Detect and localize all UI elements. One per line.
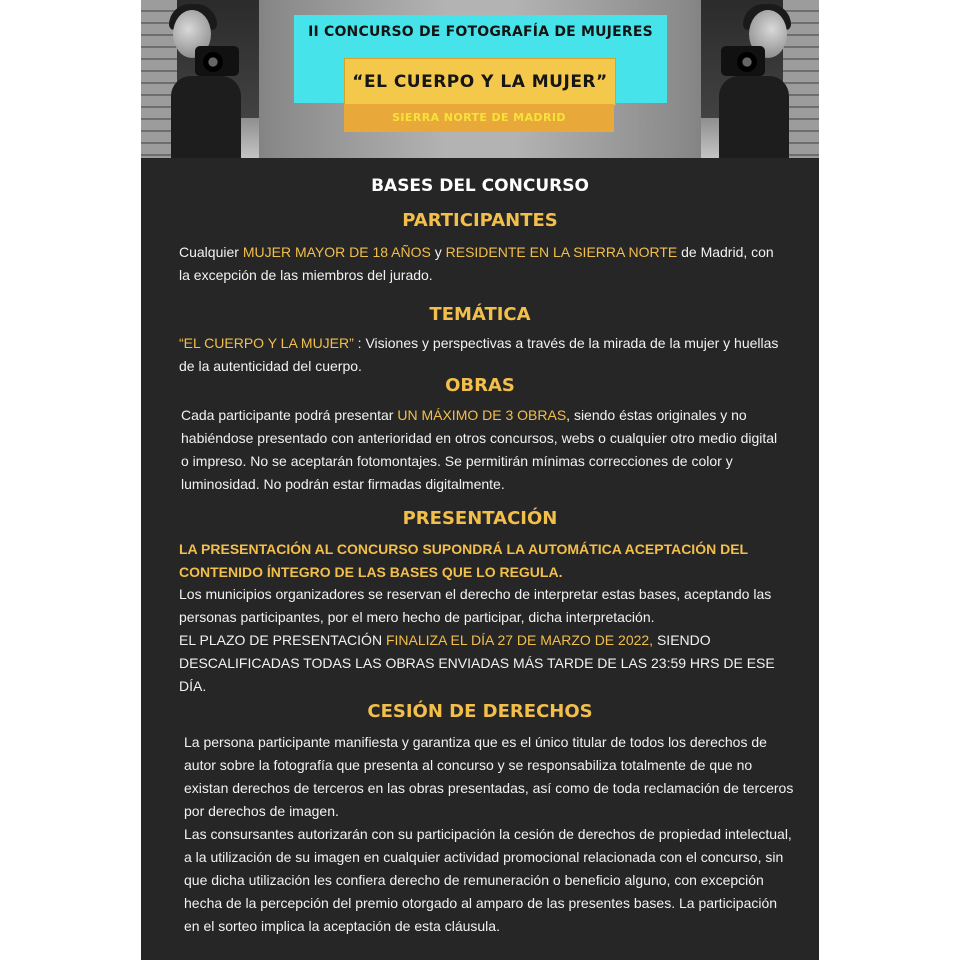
heading-presentacion: PRESENTACIÓN <box>402 508 558 529</box>
series-title: II CONCURSO DE FOTOGRAFÍA DE MUJERES <box>308 24 653 40</box>
heading-cesion: CESIÓN DE DERECHOS <box>367 701 593 722</box>
title-box <box>344 58 616 106</box>
main-heading: BASES DEL CONCURSO <box>371 176 589 196</box>
paragraph-participantes: Cualquier MUJER MAYOR DE 18 AÑOS y RESIDENTE EN LA SIERRA NORTE de Madrid, con la excepción de las miembros del jurado. <box>179 244 774 283</box>
photographer-photo-left <box>141 0 259 158</box>
poster <box>141 0 819 960</box>
heading-participantes: PARTICIPANTES <box>402 210 558 231</box>
heading-tematica: TEMÁTICA <box>429 304 531 325</box>
region-label: SIERRA NORTE DE MADRID <box>392 111 566 124</box>
photographer-photo-right <box>701 0 819 158</box>
paragraph-cesion-1: La persona participante manifiesta y garantiza que es el único titular de todos los derechos de autor sobre la fotografía que presenta al concurso y se responsabiliza totalmente de que no existan derechos de terceros en las obras presentadas, así como de toda reclamación de terceros por derechos de imagen. <box>184 734 794 819</box>
contest-title: “EL CUERPO Y LA MUJER” <box>352 72 608 92</box>
paragraph-presentacion-notice: LA PRESENTACIÓN AL CONCURSO SUPONDRÁ LA AUTOMÁTICA ACEPTACIÓN DEL CONTENIDO ÍNTEGRO DE LAS BASES QUE LO REGULA. <box>179 541 748 580</box>
region-bar <box>344 104 614 132</box>
paragraph-tematica: “EL CUERPO Y LA MUJER” : Visiones y perspectivas a través de la mirada de la mujer y huellas de la autenticidad del cuerpo. <box>179 335 779 374</box>
header-banner <box>141 0 819 158</box>
paragraph-presentacion: Los municipios organizadores se reservan el derecho de interpretar estas bases, aceptando las personas participantes, por el mero hecho de participar, dicha interpretación. EL PLAZO DE PRESENTACIÓN FINALIZA EL DÍA 27 DE MARZO DE 2022, SIENDO DESCALIFICADAS TODAS LAS OBRAS ENVIADAS MÁS TARDE DE LAS 23:59 HRS DE ESE DÍA. <box>179 586 775 694</box>
paragraph-obras: Cada participante podrá presentar UN MÁXIMO DE 3 OBRAS, siendo éstas originales y no habiéndose presentado con anterioridad en otros concursos, webs o cualquier otro medio digital o impreso. No se aceptarán fotomontajes. Se permitirán mínimas correcciones de color y luminosidad. No podrán estar firmadas digitalmente. <box>181 407 778 492</box>
paragraph-cesion-2: Las consursantes autorizarán con su participación la cesión de derechos de propiedad intelectual, a la utilización de su imagen en cualquier actividad promocional relacionada con el concurso, sin que dicha utilización les confiera derecho de remuneración o beneficio alguno, con excepción hecha de la percepción del premio otorgado al amparo de las presentes bases. La participación en el sorteo implica la aceptación de esta cláusula. <box>184 826 792 934</box>
heading-obras: OBRAS <box>445 375 515 396</box>
